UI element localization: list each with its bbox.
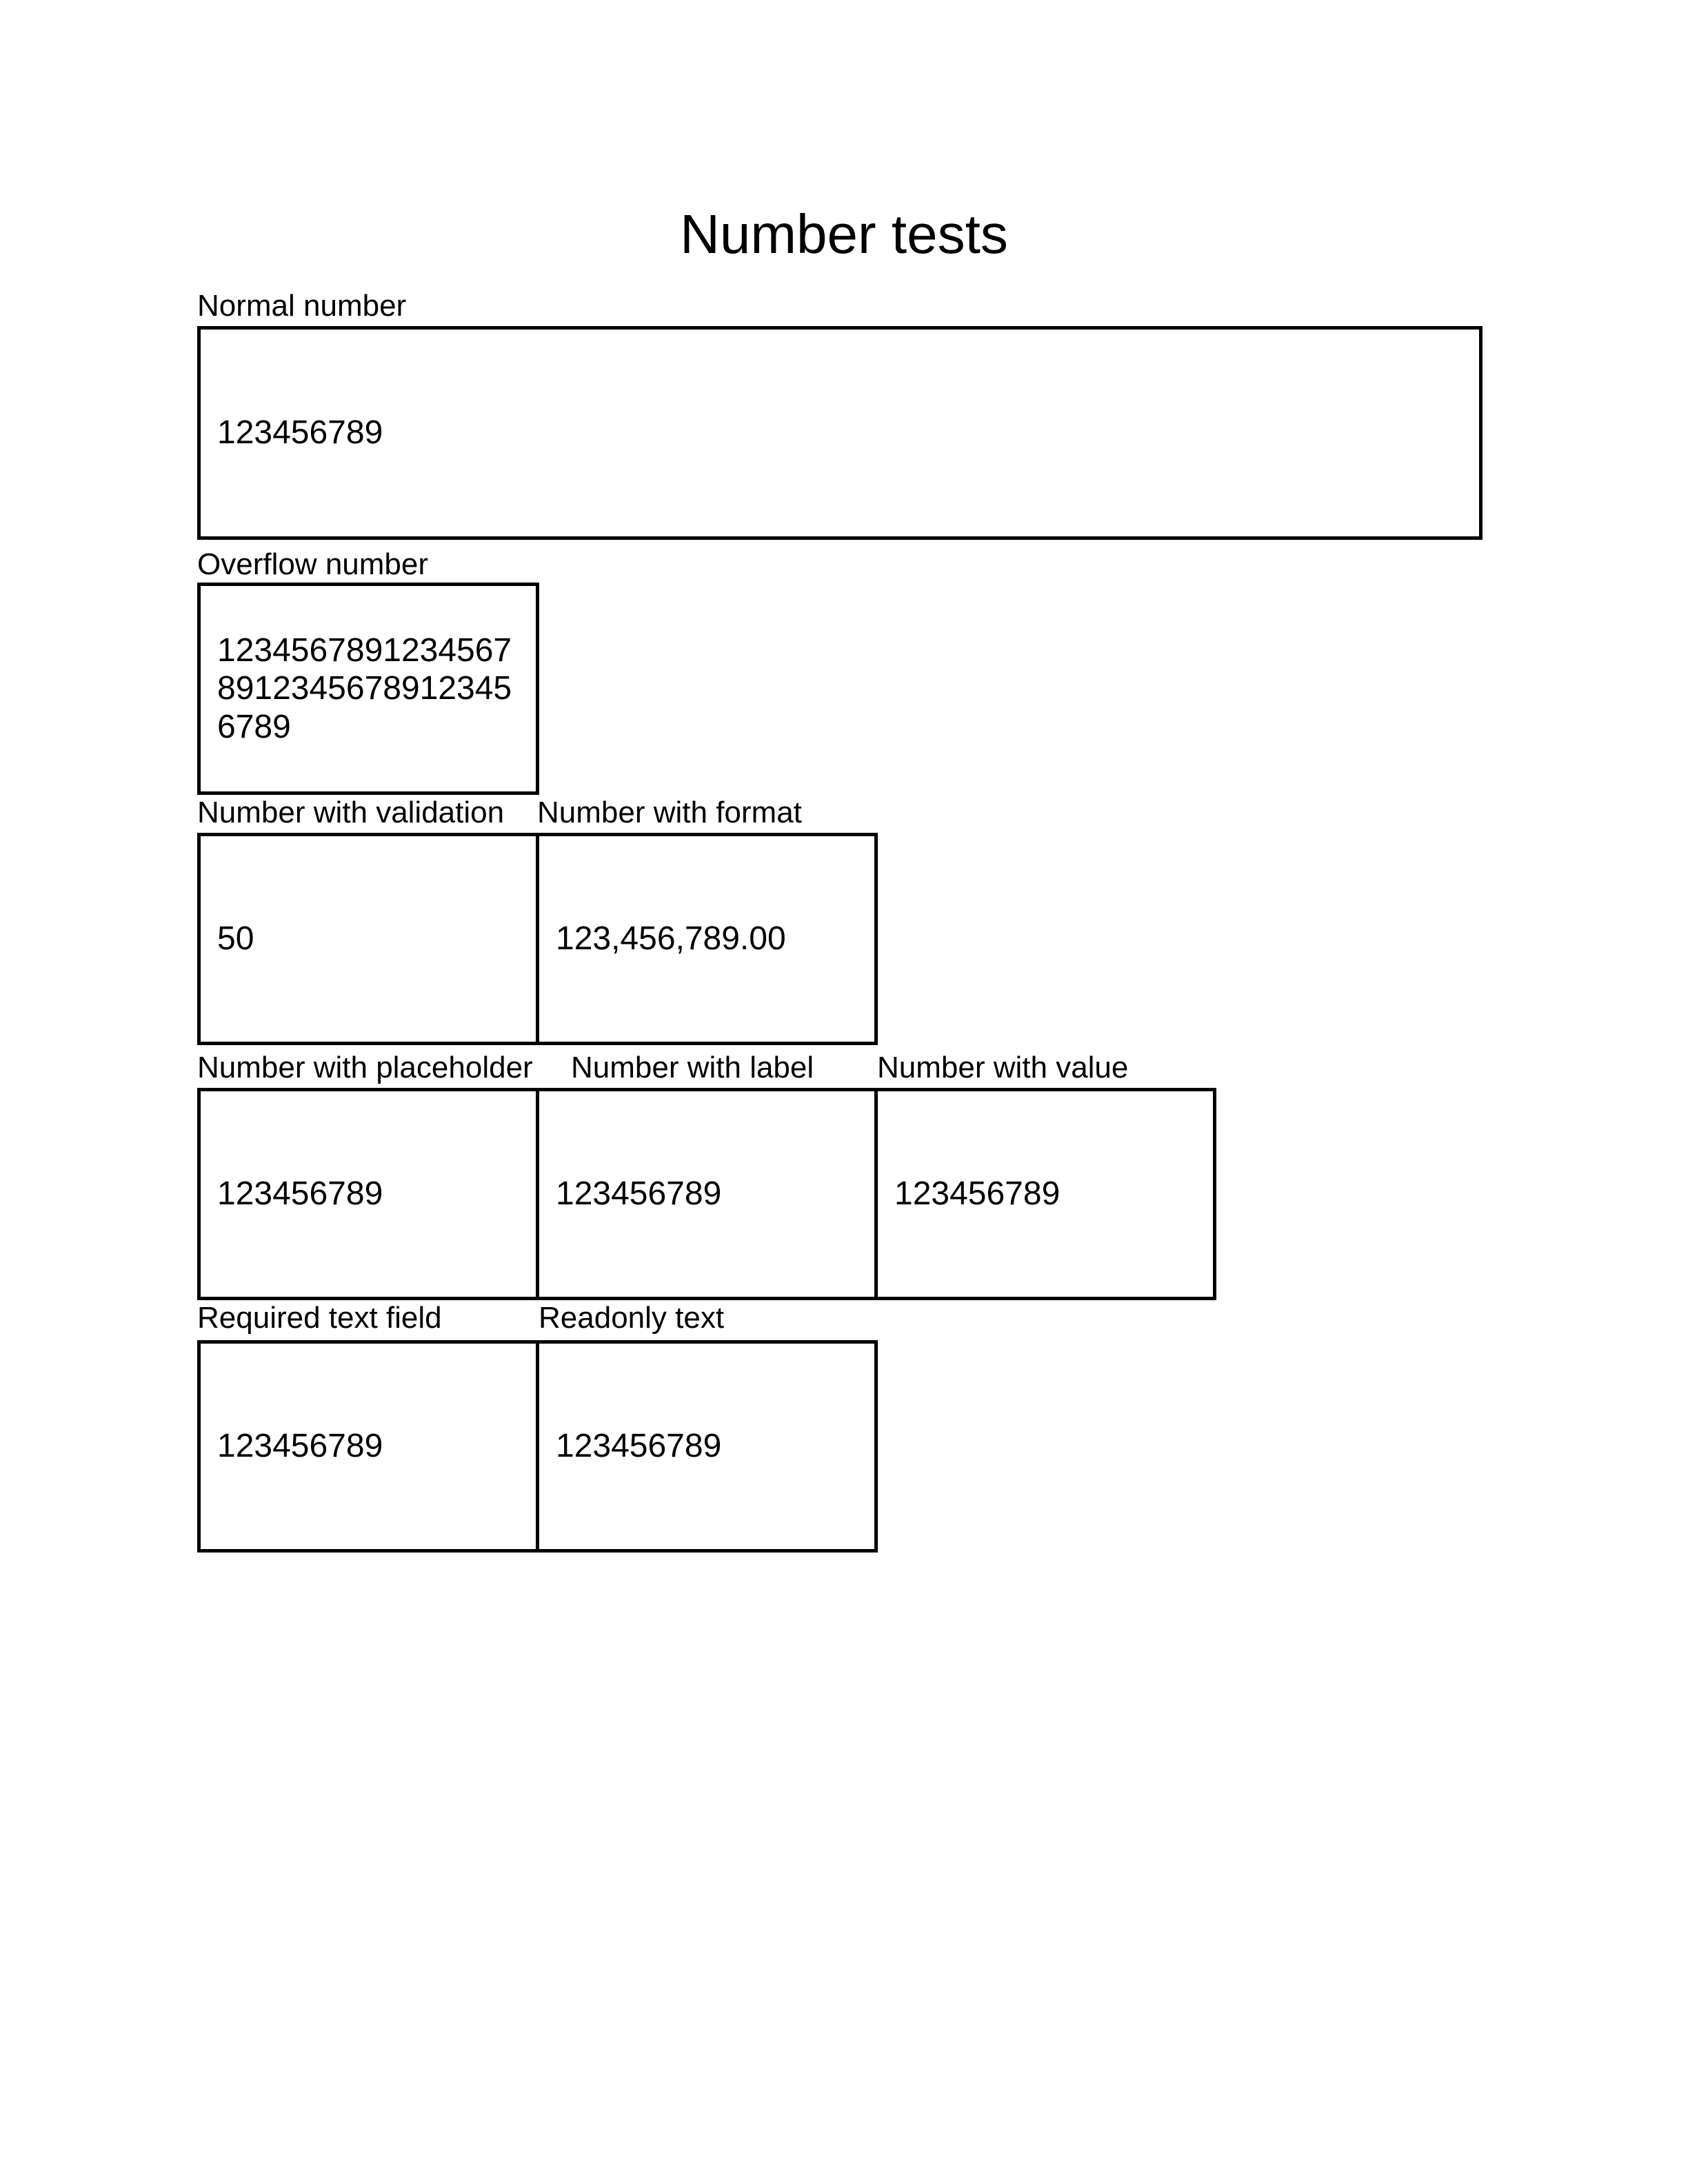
field-value-normal-number: 123456789 [217,414,383,452]
field-value-number-with-value: 123456789 [894,1175,1061,1213]
field-label-number-with-value: Number with value [877,1051,1129,1084]
field-input-number-with-label[interactable] [536,1088,878,1300]
field-label-required-text-field: Required text field [197,1301,442,1335]
field-value-readonly-text: 123456789 [556,1428,722,1465]
field-value-number-with-label: 123456789 [556,1175,722,1213]
field-label-number-with-format: Number with format [537,796,802,829]
field-value-number-with-format: 123,456,789.00 [556,920,786,958]
field-label-readonly-text: Readonly text [539,1301,725,1335]
field-value-number-with-placeholder: 123456789 [217,1175,383,1213]
field-input-required-text-field[interactable] [197,1340,539,1553]
field-input-number-with-value[interactable] [874,1088,1216,1300]
field-label-number-with-validation: Number with validation [197,796,505,829]
field-label-number-with-label: Number with label [571,1051,814,1084]
field-input-readonly-text[interactable] [536,1340,878,1553]
field-input-number-with-validation[interactable] [197,833,539,1045]
page-title: Number tests [680,203,1008,265]
field-value-overflow-number: 123456789123456789123456789123456789 [217,632,512,745]
field-label-number-with-placeholder: Number with placeholder [197,1051,533,1084]
field-input-overflow-number[interactable] [197,583,539,795]
field-label-overflow-number: Overflow number [197,547,429,581]
field-label-normal-number: Normal number [197,289,407,323]
field-input-number-with-format[interactable] [536,833,878,1045]
field-value-number-with-validation: 50 [217,920,254,958]
field-input-normal-number[interactable] [197,326,1483,540]
field-value-required-text-field: 123456789 [217,1428,383,1465]
field-input-number-with-placeholder[interactable] [197,1088,539,1300]
